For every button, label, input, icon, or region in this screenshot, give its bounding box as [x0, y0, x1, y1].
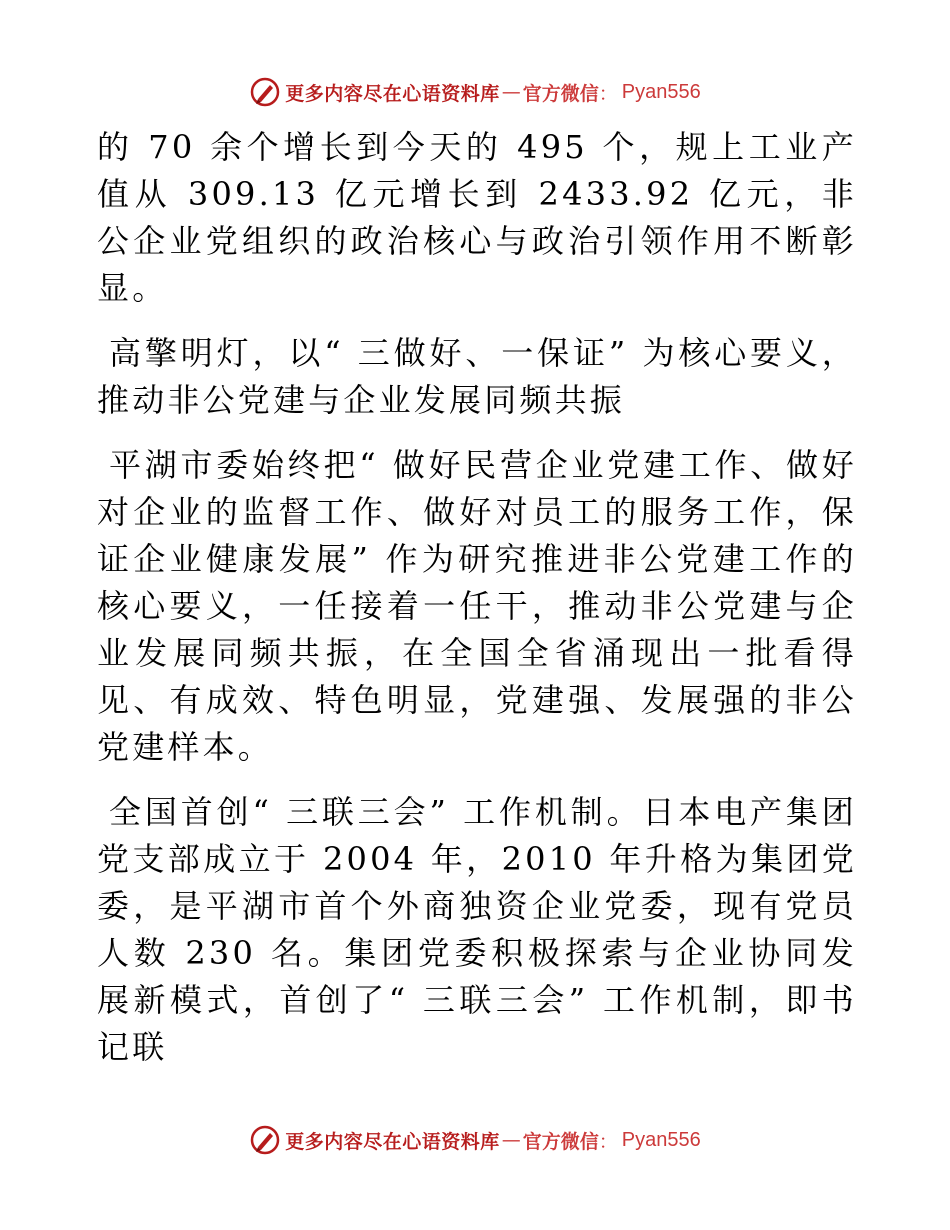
banner-colon: ：: [598, 1130, 618, 1153]
banner-separator: —: [501, 81, 521, 103]
paragraph-growth-stats: 的 70 余个增长到今天的 495 个，规上工业产值从 309.13 亿元增长到 2433.92 亿元，非公企业党组织的政治核心与政治引领作用不断彰显。: [97, 128, 857, 307]
banner-colon: ：: [598, 82, 618, 105]
banner-separator: —: [501, 1129, 521, 1151]
banner-site-text: 更多内容尽在心语资料库: [285, 1130, 500, 1153]
pen-circle-logo-icon: [249, 76, 281, 108]
banner-wechat-id: Pyan556: [621, 1128, 701, 1151]
paragraph-core-meaning: 平湖市委始终把“ 做好民营企业党建工作、做好对企业的监督工作、做好对员工的服务工作，保证企业健康发展” 作为研究推进非公党建工作的核心要义，一任接着一任干，推动非公党建与企业发展同频共振，在全国全省涌现出一批看得见、有成效、特色明显，党建强、发展强的非公党建样本。: [97, 446, 857, 766]
banner-site-text: 更多内容尽在心语资料库: [285, 82, 500, 105]
paragraph-three-links: 全国首创“ 三联三会” 工作机制。日本电产集团党支部成立于 2004 年，2010 年升格为集团党委，是平湖市首个外商独资企业党委，现有党员人数 230 名。集团党委积极探索与企业协同发展新模式，首创了“ 三联三会” 工作机制，即书记联: [97, 793, 857, 1066]
section-heading: 高擎明灯，以“ 三做好、一保证” 为核心要义，推动非公党建与企业发展同频共振: [97, 334, 857, 419]
header-watermark-banner: [0, 72, 950, 112]
banner-wechat-id: Pyan556: [621, 80, 701, 103]
pen-circle-logo-icon: [249, 1124, 281, 1156]
document-body: [97, 124, 857, 1089]
banner-wechat-label: 官方微信: [522, 82, 599, 105]
footer-watermark-banner: [0, 1120, 950, 1160]
banner-wechat-label: 官方微信: [522, 1130, 599, 1153]
